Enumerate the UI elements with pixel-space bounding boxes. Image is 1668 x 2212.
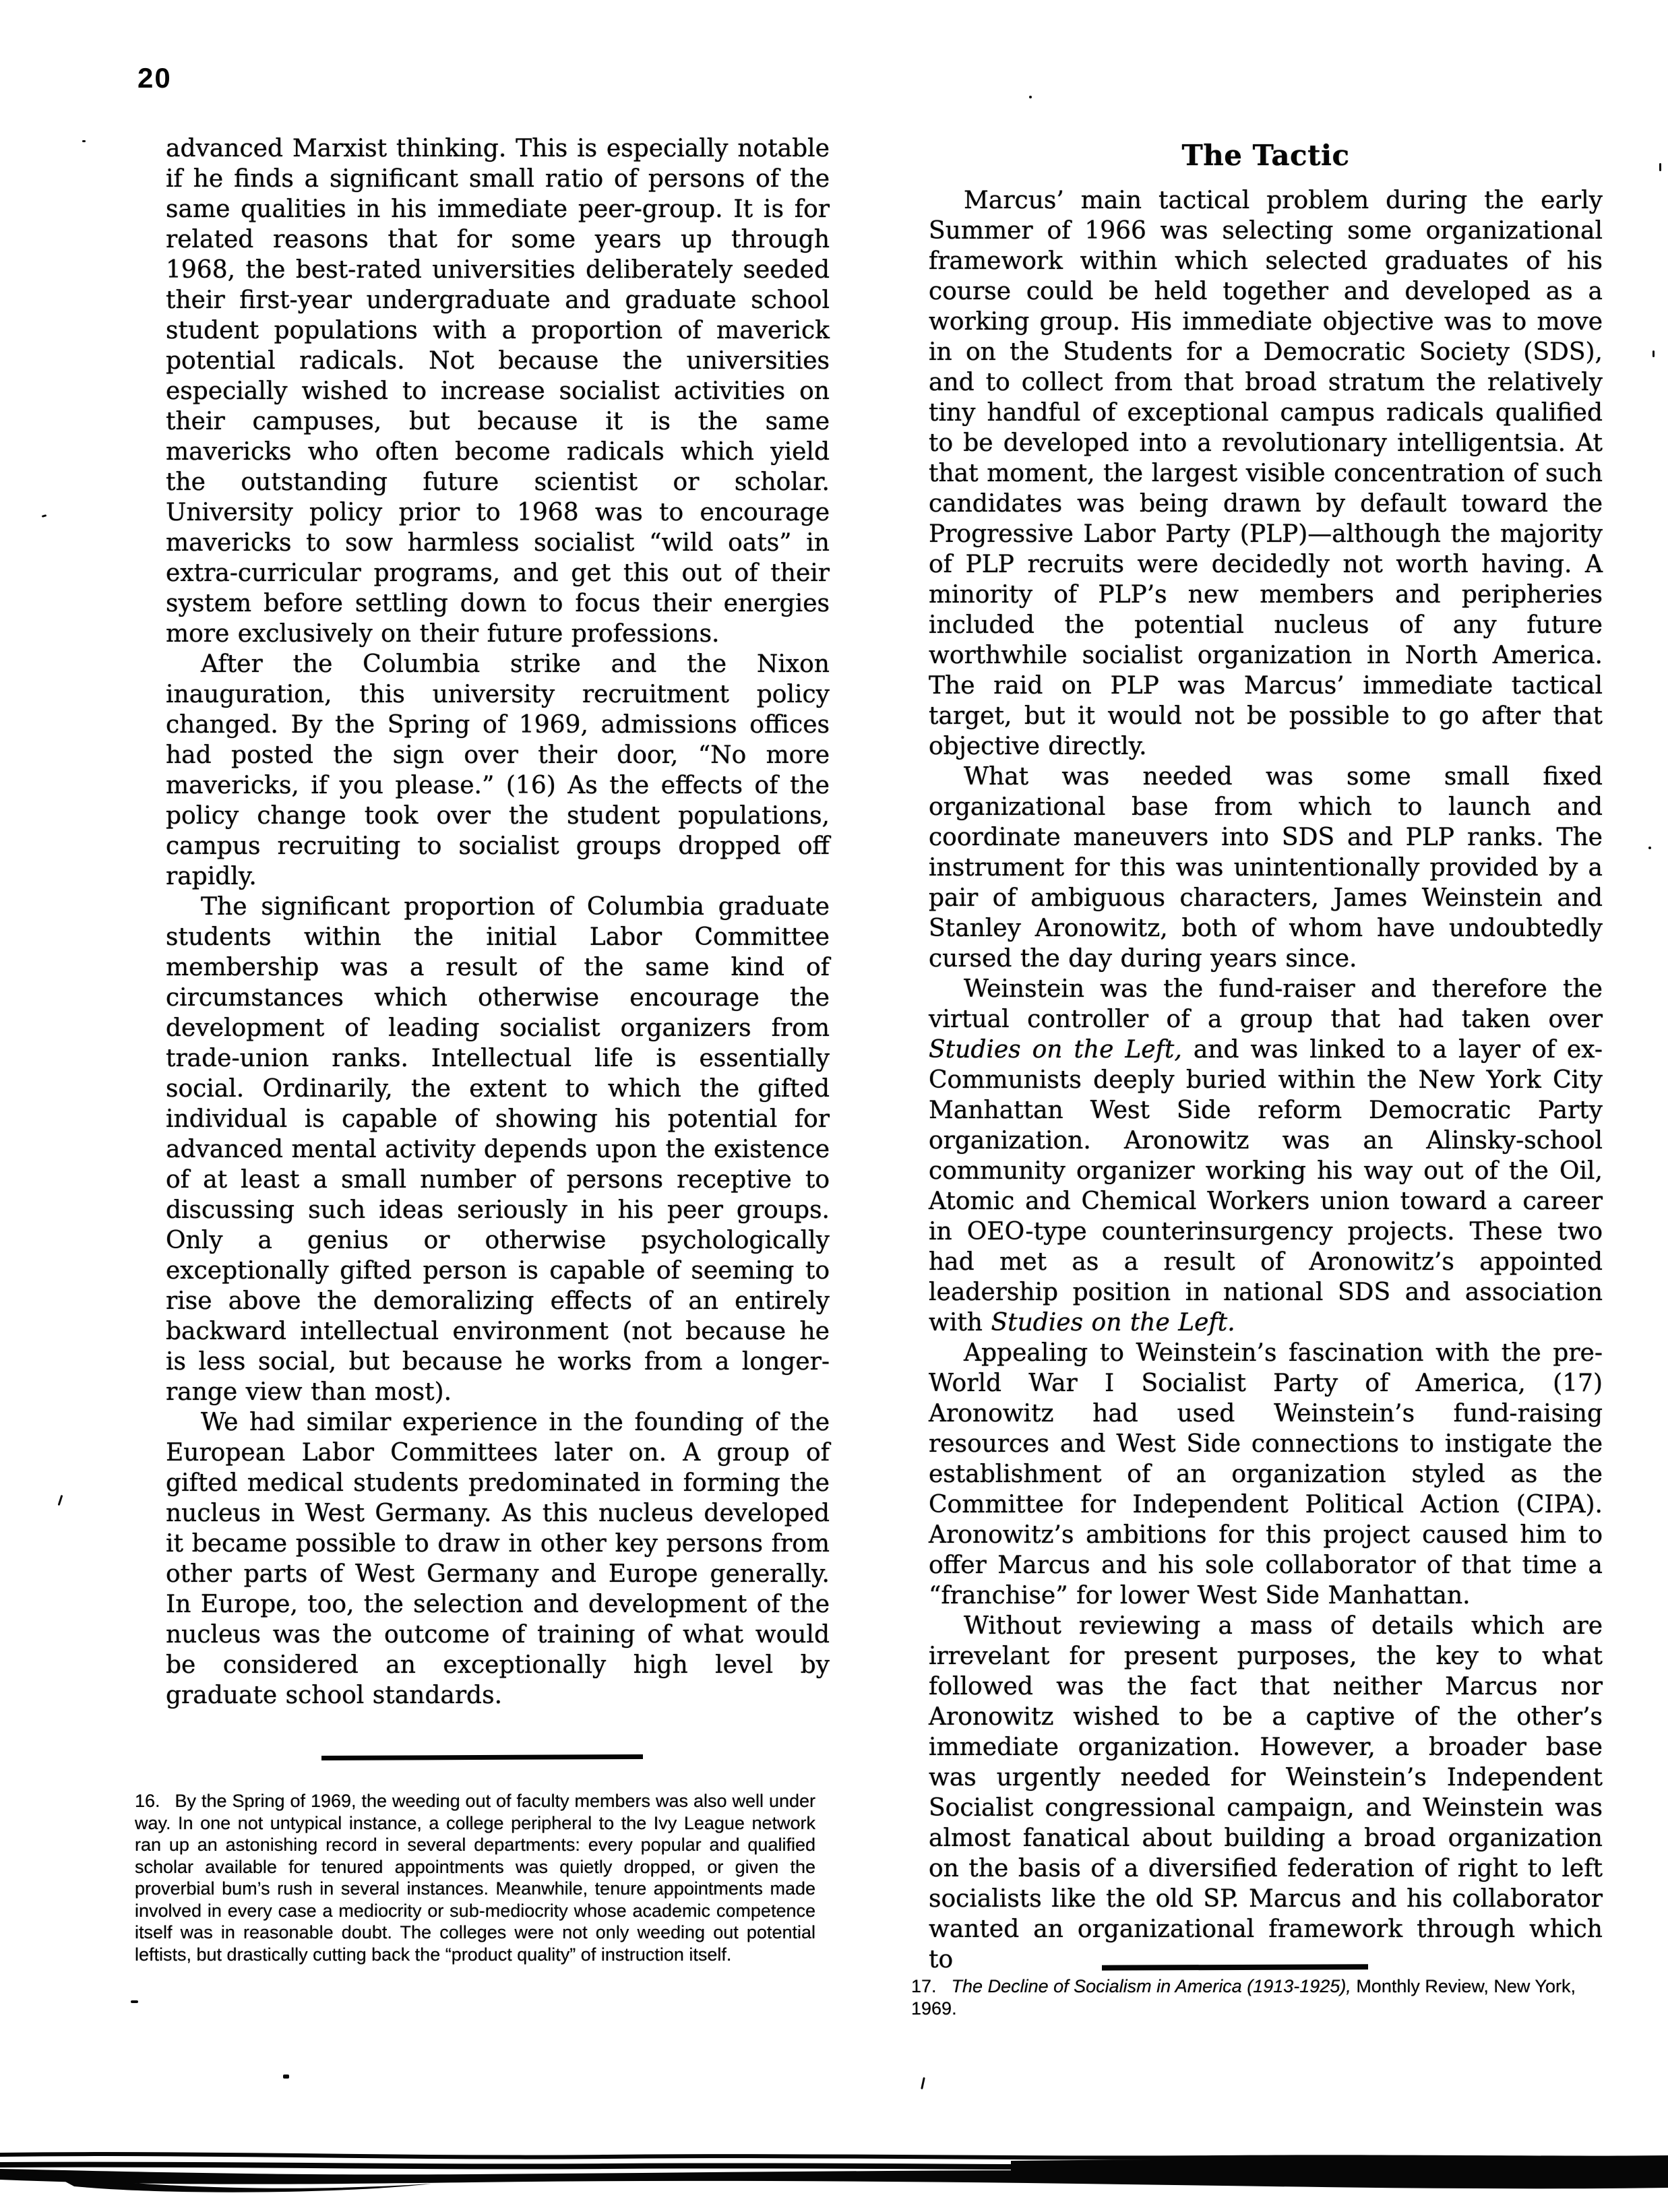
footnote-text <box>135 1790 815 1965</box>
ink-speck <box>921 2077 925 2089</box>
text-segment: Appealing to Weinstein’s fascination with the pre-World War I Socialist Party of America, (17) Aronowitz had used Weinstein’s fund-raising resources and West Side connections to instigate the establishment of an organization styled as the Committee for Independent Political Action (CIPA). Aronowitz’s ambitions for this project caused him to offer Marcus and his sole collaborator of that time a “franchise” for lower West Side Manhattan. <box>929 1339 1603 1609</box>
ink-speck <box>131 2000 138 2003</box>
ink-speck <box>283 2075 289 2079</box>
text-segment: Without reviewing a mass of details which are irrevelant for present purposes, the key to what followed was the fact that neither Marcus nor Aronowitz wished to be a captive of the other’s immediate organization. However, a broader base was urgently needed for Weinstein’s Independent Socialist congressional campaign, and Weinstein was almost fanatical about building a broad organization on the basis of a diversified federation of right to left socialists like the old SP. Marcus and his collaborator wanted an organizational framework through which to <box>929 1612 1603 1973</box>
ink-speck <box>1652 350 1655 357</box>
text-segment: We had similar experience in the founding of the European Labor Committees later on. A group of gifted medical students predominated in forming the nucleus in West Germany. As this nucleus developed it became possible to draw in other key persons from other parts of West Germany and Europe generally. In Europe, too, the selection and development of the nucleus was the outcome of training of what would be considered an exceptionally high level by graduate school standards. <box>166 1409 830 1709</box>
text-segment: Monthly Review, New York, 1969. <box>911 1976 1576 2019</box>
ink-speck <box>1029 96 1032 98</box>
footnote-rule-right <box>1102 1964 1368 1970</box>
paragraph <box>166 1407 830 1711</box>
scan-artifact-band <box>0 2137 1668 2212</box>
right-column <box>929 139 1603 1975</box>
paragraph <box>929 185 1603 762</box>
ink-speck <box>1659 163 1661 171</box>
footnote-17 <box>911 1975 1622 2019</box>
text-segment: Studies on the Left. <box>991 1309 1235 1337</box>
text-segment: The Decline of Socialism in America (1913-1925), <box>951 1976 1351 1996</box>
paragraph <box>929 1338 1603 1611</box>
text-segment: and was linked to a layer of ex-Communists deeply buried within the New York City Manhattan West Side reform Democratic Party organization. Aronowitz was an Alinsky-school community organizer working his way out of the Oil, Atomic and Chemical Workers union toward a career in OEO-type counterinsurgency projects. These two had met as a result of Aronowitz’s appointed leadership position in national SDS and association with <box>929 1036 1603 1337</box>
left-column <box>166 133 830 1711</box>
left-column-text <box>166 133 830 1711</box>
footnote-rule-left <box>321 1754 643 1760</box>
section-heading: The Tactic <box>1181 139 1350 172</box>
text-segment: advanced Marxist thinking. This is especially notable if he finds a significant small ratio of persons of the same qualities in his immediate peer-group. It is for related reasons that for some years up through 1968, the best-rated universities deliberately seeded their first-year undergraduate and graduate school student populations with a proportion of maverick potential radicals. Not because the universities especially wished to increase socialist activities on their campuses, but because it is the same mavericks who often become radicals which yield the outstanding future scientist or scholar. University policy prior to 1968 was to encourage mavericks to sow harmless socialist “wild oats” in extra-curricular programs, and get this out of their system before settling down to focus their energies more exclusively on their future professions. <box>166 135 830 648</box>
right-column-text <box>929 185 1603 1975</box>
paragraph <box>929 974 1603 1338</box>
text-segment: Studies on the Left, <box>929 1036 1182 1064</box>
page-number: 20 <box>137 62 172 94</box>
paragraph <box>166 649 830 892</box>
ink-speck <box>82 140 86 142</box>
footnote-text <box>911 1975 1622 2019</box>
text-segment: The significant proportion of Columbia graduate students within the initial Labor Committee membership was a result of the same kind of circumstances which otherwise encourage the development of leading socialist organizers from trade-union ranks. Intellectual life is essentially social. Ordinarily, the extent to which the gifted individual is capable of showing his potential for advanced mental activity depends upon the existence of at least a small number of persons receptive to discussing such ideas seriously in his peer groups. Only a genius or otherwise psychologically exceptionally gifted person is capable of seeming to rise above the demoralizing effects of an entirely backward intellectual environment (not because he is less social, but because he works from a longer-range view than most). <box>166 893 830 1406</box>
text-segment: By the Spring of 1969, the weeding out of faculty members was also well under way. In one not untypical instance, a college peripheral to the Ivy League network ran up an astonishing record in several departments: every popular and qualified scholar available for tenured appointments was quietly dropped, or given the proverbial bum’s rush in several instances. Meanwhile, tenure appointments made involved in every case a mediocrity or sub-mediocrity whose academic competence itself was in reasonable doubt. The colleges were not only weeding out potential leftists, but drastically cutting back the “product quality” of instruction itself. <box>135 1791 815 1965</box>
ink-speck <box>42 514 47 518</box>
ink-speck <box>58 1495 63 1506</box>
ink-speck <box>1648 847 1651 849</box>
text-segment: Marcus’ main tactical problem during the early Summer of 1966 was selecting some organizational framework within which selected graduates of his course could be held together and developed as a working group. His immediate objective was to move in on the Students for a Democratic Society (SDS), and to collect from that broad stratum the relatively tiny handful of exceptional campus radicals qualified to be developed into a revolutionary intelligentsia. At that moment, the largest visible concentration of such candidates was being drawn by default toward the Progressive Labor Party (PLP)—although the majority of PLP recruits were decidedly not worth having. A minority of PLP’s new members and peripheries included the potential nucleus of any future worthwhile socialist organization in North America. The raid on PLP was Marcus’ immediate tactical target, but it would not be possible to go after that objective directly. <box>929 187 1603 760</box>
footnote-16 <box>135 1790 815 1965</box>
paragraph <box>929 1611 1603 1975</box>
footnote-number: 17. <box>911 1976 937 1996</box>
text-segment: What was needed was some small fixed organizational base from which to launch and coordinate maneuvers into SDS and PLP ranks. The instrument for this was unintentionally provided by a pair of ambiguous characters, James Weinstein and Stanley Aronowitz, both of whom have undoubtedly cursed the day during years since. <box>929 763 1603 973</box>
footnote-number: 16. <box>135 1791 160 1811</box>
text-segment: Weinstein was the fund-raiser and therefore the virtual controller of a group that had taken over <box>929 975 1603 1033</box>
paragraph <box>166 133 830 649</box>
paragraph <box>929 762 1603 974</box>
paragraph <box>166 892 830 1407</box>
text-segment: After the Columbia strike and the Nixon inauguration, this university recruitment policy changed. By the Spring of 1969, admissions offices had posted the sign over their door, “No more mavericks, if you please.” (16) As the effects of the policy change took over the student populations, campus recruiting to socialist groups dropped off rapidly. <box>166 650 830 890</box>
